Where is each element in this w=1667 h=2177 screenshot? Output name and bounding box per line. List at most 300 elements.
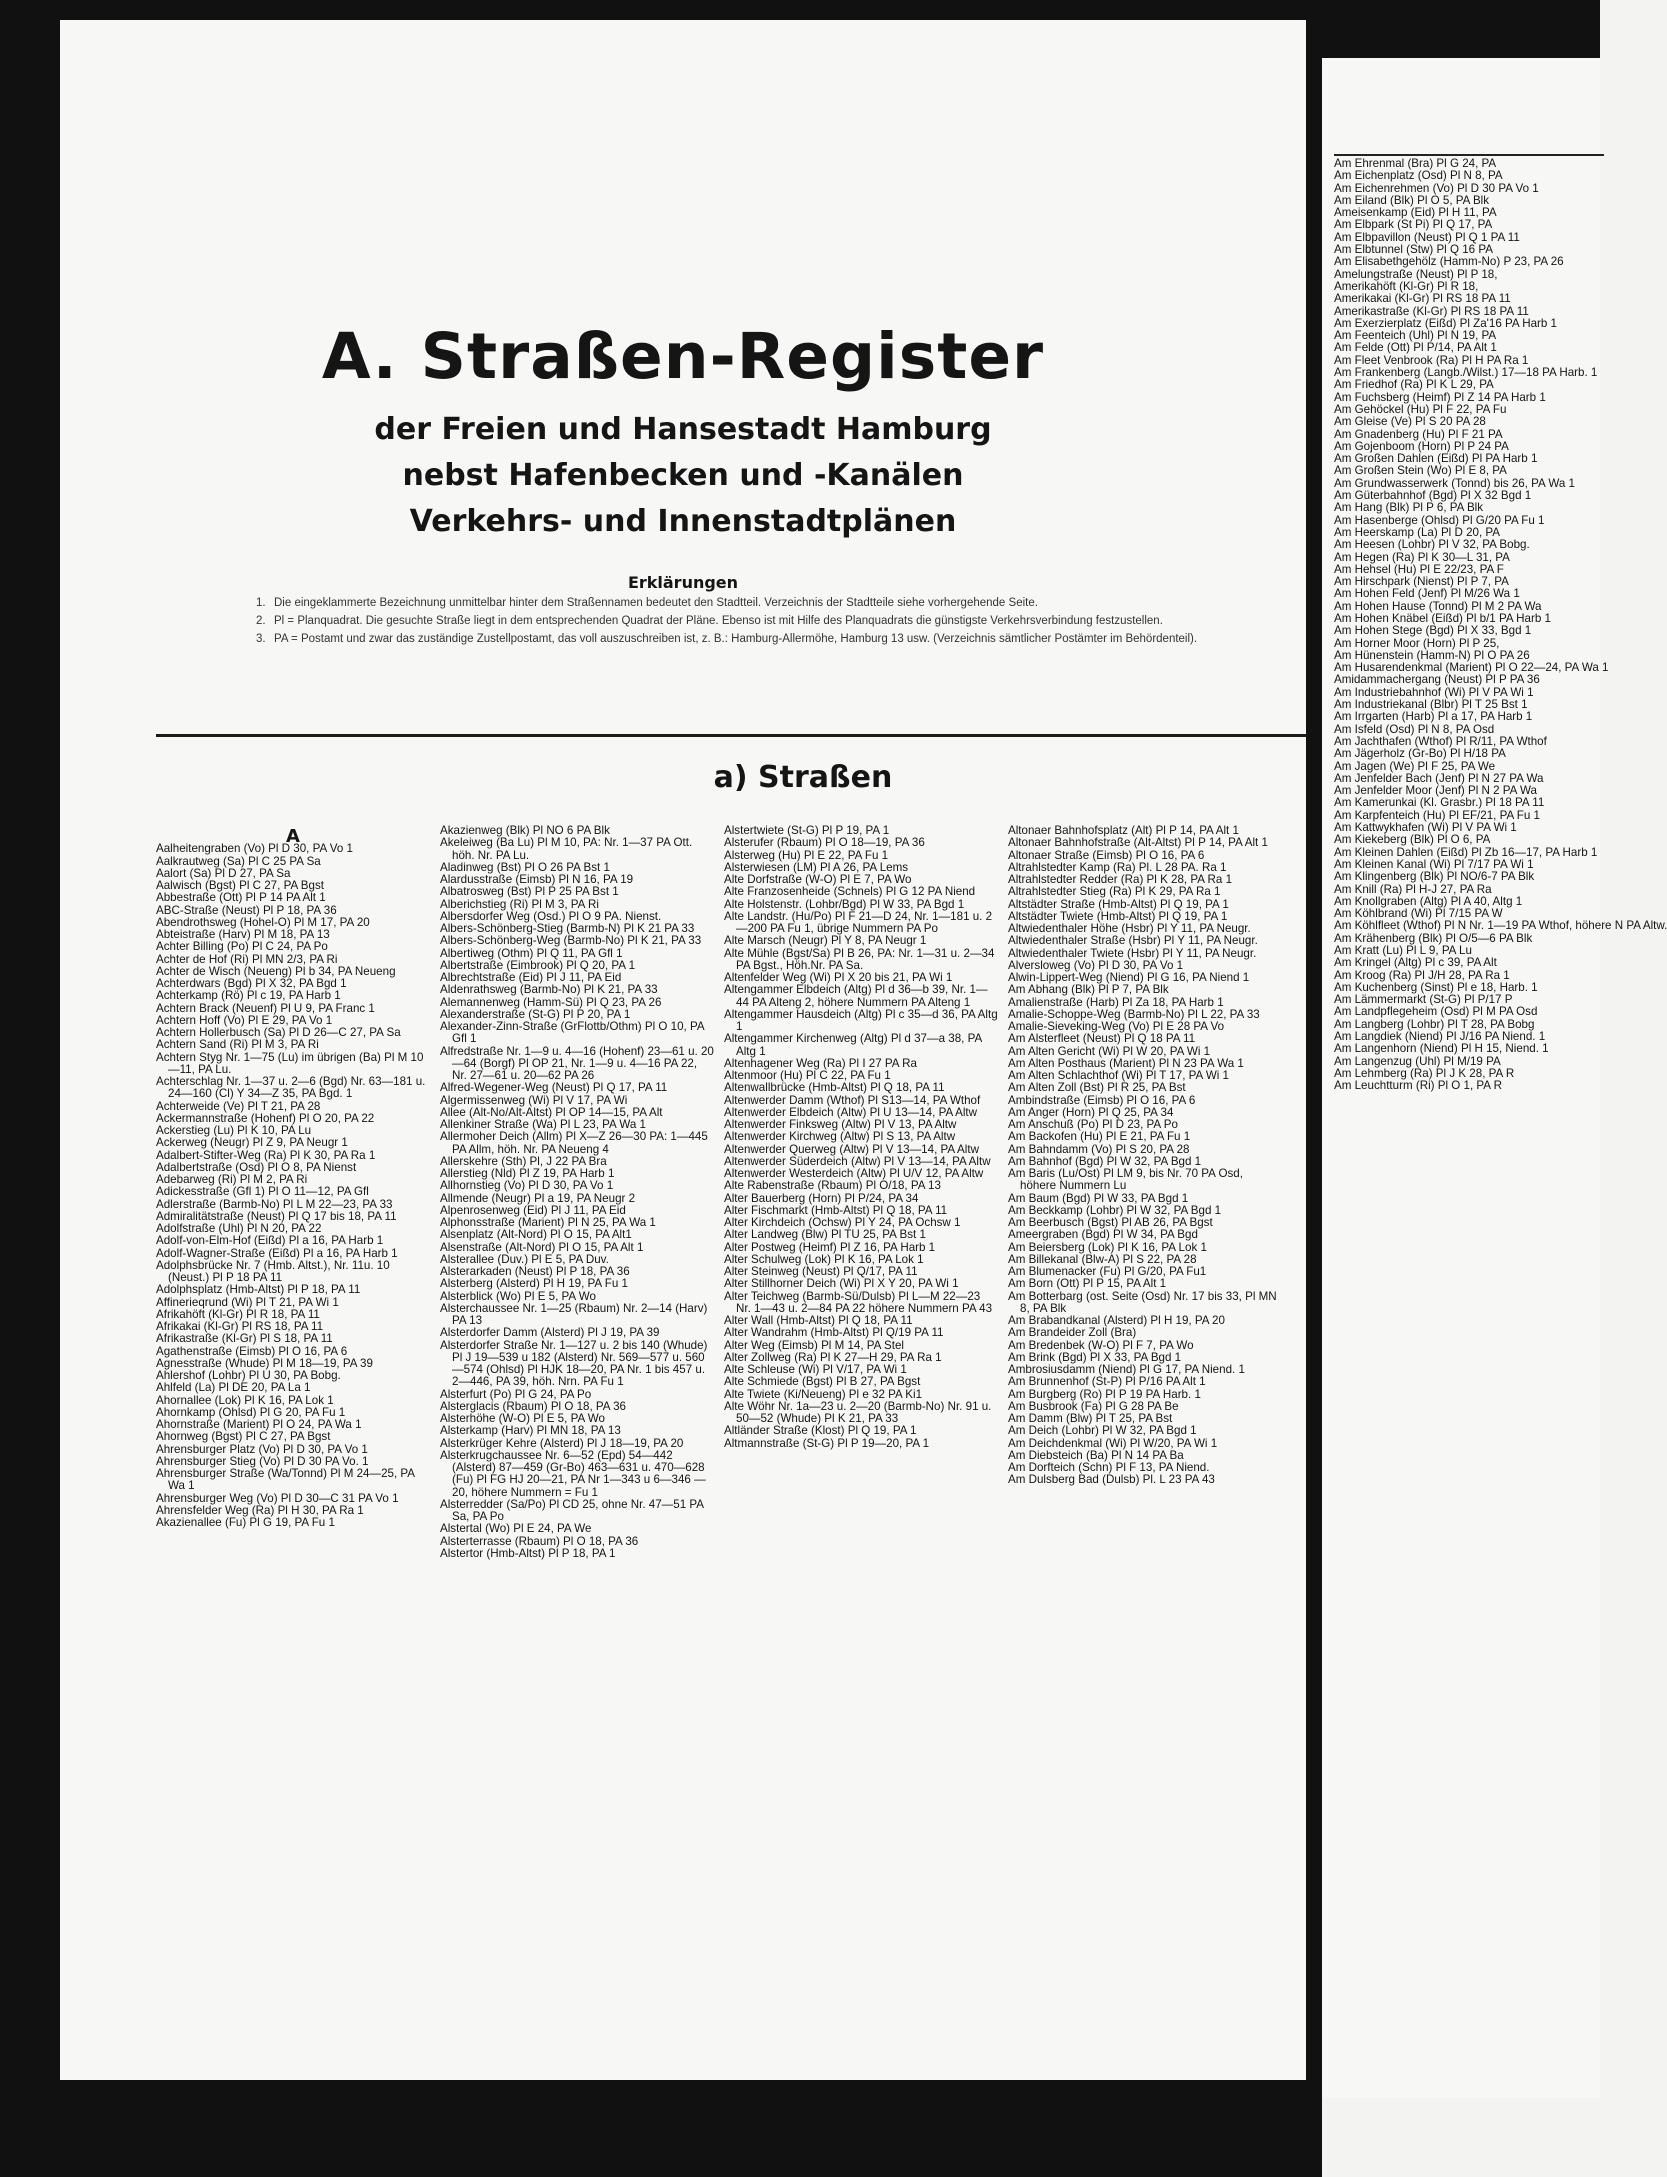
street-entry: Ahornallee (Lok) Pl K 16, PA Lok 1: [156, 1393, 334, 1407]
subtitle-line-3: Verkehrs- und Innenstadtplänen: [409, 504, 957, 539]
street-entry: Am Knill (Ra) Pl H-J 27, PA Ra: [1334, 882, 1492, 896]
street-entry: Am Köhlfleet (Wthof) Pl N Nr. 1—19 PA Wthof, höhere N PA Altw.: [1334, 919, 1667, 933]
street-entry: Achtern Hoff (Vo) Pl E 29, PA Vo 1: [156, 1013, 333, 1027]
street-entry: Am Jenfelder Moor (Jenf) Pl N 2 PA Wa: [1334, 784, 1537, 798]
street-entry: Am Krähenberg (Blk) Pl O/5—6 PA Blk: [1334, 931, 1533, 945]
street-entry: Am Bahndamm (Vo) Pl S 20, PA 28: [1008, 1142, 1190, 1156]
street-entry: Amerikahöft (Kl-Gr) Pl R 18,: [1334, 279, 1479, 293]
street-entry: Alversloweg (Vo) Pl D 30, PA Vo 1: [1008, 958, 1184, 972]
street-entry: Am Elbtunnel (Stw) Pl Q 16 PA: [1334, 243, 1493, 257]
street-entry: Alte Rabenstraße (Rbaum) Pl O/18, PA 13: [724, 1179, 941, 1193]
street-entry: Am Kringel (Altg) Pl c 39, PA Alt: [1334, 956, 1497, 970]
street-entry: Albers-Schönberg-Weg (Barmb-No) Pl K 21, PA 33: [440, 934, 702, 948]
street-entry: Am Damm (Blw) Pl T 25, PA Bst: [1008, 1412, 1173, 1425]
street-entry: Achter de Wisch (Neueng) Pl b 34, PA Neueng: [156, 964, 396, 978]
street-entry: Ambrosiusdamm (Niend) Pl G 17, PA Niend. 1: [1008, 1363, 1245, 1376]
street-entry: Alwin-Lippert-Weg (Niend) Pl G 16, PA Niend 1: [1008, 971, 1250, 984]
street-entry: Am Eichenplatz (Osd) Pl N 8, PA: [1334, 169, 1503, 183]
street-entry: Am Kamerunkai (Kl. Grasbr.) Pl 18 PA 11: [1334, 796, 1545, 810]
page-title: A. Straßen-Register: [321, 320, 1045, 393]
street-entry: Agathenstraße (Eimsb) Pl O 16, PA 6: [156, 1344, 348, 1358]
street-entry: Ameergraben (Bgd) Pl W 34, PA Bgd: [1008, 1228, 1198, 1242]
explanation-number: 3.: [256, 633, 266, 645]
street-entry: Am Elisabethgehölz (Hamm-No) P 23, PA 26: [1334, 255, 1564, 269]
street-entry: Am Elbpark (St Pi) Pl Q 17, PA: [1334, 218, 1493, 232]
street-entry: Alfredstraße Nr. 1—9 u. 4—16 (Hohenf) 23—61 u. 20—64 (Borgf) Pl OP 21, Nr. 1—9 u. 4—16 PA 22, Nr. 27—61 u. 20—62 PA 26: [440, 1044, 714, 1082]
street-entry: Am Heerskamp (La) Pl D 20, PA: [1334, 525, 1501, 539]
street-entry: Ahrensburger Stieg (Vo) Pl D 30 PA Vo. 1: [156, 1454, 369, 1468]
street-entry: Am Beckkamp (Lohbr) Pl W 32, PA Bgd 1: [1008, 1203, 1222, 1217]
street-entry: Am Alten Schlachthof (Wi) Pl T 17, PA Wi 1: [1008, 1069, 1230, 1082]
street-entry: Ahlershof (Lohbr) Pl U 30, PA Bobg.: [156, 1369, 341, 1382]
scan-border-bottom: [0, 2080, 1322, 2177]
street-entry: Adolf-Wagner-Straße (Eißd) Pl a 16, PA Harb 1: [156, 1246, 398, 1260]
street-entry: Allermoher Deich (Allm) Pl X—Z 26—30 PA: 1—445 PA Allm, höh. Nr. PA Neueng 4: [440, 1130, 708, 1156]
street-entry: Am Brandeider Zoll (Bra): [1008, 1326, 1137, 1340]
street-entry: Altländer Straße (Klost) Pl Q 19, PA 1: [724, 1424, 917, 1438]
street-entry: Albers-Schönberg-Stieg (Barmb-N) Pl K 21 PA 33: [440, 922, 695, 935]
street-entry: Am Köhlbrand (Wi) Pl 7/15 PA W: [1334, 907, 1503, 921]
street-entry: Adolf-von-Elm-Hof (Eißd) Pl a 16, PA Harb 1: [156, 1234, 384, 1248]
street-entry: Am Langdiek (Niend) Pl J/16 PA Niend. 1: [1334, 1030, 1546, 1044]
street-entry: Abendrothsweg (Hohel-O) Pl M 17, PA 20: [156, 915, 370, 929]
street-column-1: [156, 825, 430, 2045]
street-entry: Alte Twiete (Ki/Neueng) Pl e 32 PA Ki1: [724, 1387, 923, 1401]
street-entry: Alsterwiesen (LM) Pl A 26, PA Lems: [724, 860, 909, 874]
street-entry: Albatrosweg (Bst) Pl P 25 PA Bst 1: [440, 885, 619, 899]
street-entry: Alte Landstr. (Hu/Po) Pl F 21—D 24, Nr. 1—181 u. 2—200 PA Fu 1, übrige Nummern PA Po: [724, 909, 993, 935]
street-entry: Aladinweg (Bst) Pl O 26 PA Bst 1: [440, 860, 610, 874]
street-entry: Achtern Hollerbusch (Sa) Pl D 26—C 27, PA Sa: [156, 1026, 401, 1039]
scan-border-top-right: [1322, 0, 1600, 58]
street-entry: Allee (Alt-No/Alt-Altst) Pl OP 14—15, PA Alt: [440, 1105, 663, 1119]
street-entry: Am Hohen Stege (Bgd) Pl X 33, Bgd 1: [1334, 624, 1532, 638]
street-entry: Ahornkamp (Ohlsd) Pl G 20, PA Fu 1: [156, 1405, 346, 1419]
street-entry: Am Baum (Bgd) Pl W 33, PA Bgd 1: [1008, 1191, 1189, 1205]
street-entry: Altenwerder Kirchweg (Altw) Pl S 13, PA Altw: [724, 1130, 956, 1144]
street-entry: Ackerstieg (Lu) Pl K 10, PA Lu: [156, 1124, 312, 1137]
street-entry: Alsterdorfer Damm (Alsterd) Pl J 19, PA 39: [440, 1326, 660, 1340]
street-entry: Alsterfurt (Po) Pl G 24, PA Po: [440, 1387, 592, 1401]
street-entry: Alter Fischmarkt (Hmb-Altst) Pl Q 18, PA 11: [724, 1203, 948, 1217]
street-entry: Am Grundwasserwerk (Tonnd) bis 26, PA Wa 1: [1334, 476, 1575, 490]
street-entry: Altonaer Straße (Eimsb) Pl O 16, PA 6: [1008, 848, 1205, 862]
street-entry: Alter Postweg (Heimf) Pl Z 16, PA Harb 1: [724, 1240, 936, 1254]
street-entry: Altenwerder Westerdeich (Altw) Pl U/V 12, PA Altw: [724, 1167, 984, 1180]
street-entry: Amelungstraße (Neust) Pl P 18,: [1334, 267, 1498, 281]
street-entry: Afrikastraße (Kl-Gr) Pl S 18, PA 11: [156, 1332, 333, 1346]
street-entry: Am Gnadenberg (Hu) Pl F 21 PA: [1334, 427, 1503, 441]
street-entry: Alter Landweg (Blw) Pl TU 25, PA Bst 1: [724, 1228, 926, 1242]
street-entry: Am Anger (Horn) Pl Q 25, PA 34: [1008, 1105, 1174, 1119]
street-entry: Amalie-Schoppe-Weg (Barmb-No) Pl L 22, PA 33: [1008, 1007, 1260, 1021]
street-entry: Albrechtstraße (Eid) Pl J 11, PA Eid: [440, 971, 622, 984]
explanation-number: 1.: [256, 597, 266, 609]
street-entry: Alemannenweg (Hamm-Sü) Pl Q 23, PA 26: [440, 995, 662, 1009]
street-entry: Am Hehsel (Hu) Pl E 22/23, PA F: [1334, 562, 1504, 576]
street-entry: Alsterkrüger Kehre (Alsterd) Pl J 18—19, PA 20: [440, 1436, 684, 1450]
street-entry: Alphonsstraße (Marient) Pl N 25, PA Wa 1: [440, 1216, 656, 1229]
street-entry: Am Deichdenkmal (Wi) Pl W/20, PA Wi 1: [1008, 1436, 1218, 1450]
street-entry: Ahrensburger Straße (Wa/Tonnd) Pl M 24—25, PA Wa 1: [156, 1467, 415, 1493]
street-entry: Ahlfeld (La) Pl DE 20, PA La 1: [156, 1381, 311, 1395]
street-entry: Am Alten Zoll (Bst) Pl R 25, PA Bst: [1008, 1081, 1186, 1095]
street-entry: Altengammer Kirchenweg (Altg) Pl d 37—a 38, PA Altg 1: [724, 1032, 982, 1058]
street-entry: Ahornstraße (Marient) Pl O 24, PA Wa 1: [156, 1418, 362, 1431]
street-entry: Am Brunnenhof (St-P) Pl P/16 PA Alt 1: [1008, 1375, 1206, 1389]
street-entry: Allhornstieg (Vo) Pl D 30, PA Vo 1: [440, 1179, 614, 1193]
street-entry: Am Großen Dahlen (Eißd) Pl PA Harb 1: [1334, 452, 1538, 466]
street-entry: Am Hang (Blk) Pl P 6, PA Blk: [1334, 501, 1484, 515]
street-entry: Alsterberg (Alsterd) Pl H 19, PA Fu 1: [440, 1277, 628, 1291]
street-entry: Altenhagener Weg (Ra) Pl I 27 PA Ra: [724, 1056, 917, 1070]
street-entry: Altrahlstedter Kamp (Ra) Pl. L 28 PA. Ra 1: [1008, 860, 1227, 874]
next-page-column: [1334, 157, 1667, 2058]
street-entry: Achterschlag Nr. 1—37 u. 2—6 (Bgd) Nr. 63—181 u. 24—160 (Cl) Y 34—Z 35, PA Bgd. 1: [156, 1075, 426, 1101]
register-page: [60, 20, 1306, 2080]
street-entry: Alte Holstenstr. (Lohbr/Bgd) Pl W 33, PA Bgd 1: [724, 897, 965, 911]
street-entry: Am Alsterfleet (Neust) Pl Q 18 PA 11: [1008, 1032, 1196, 1046]
street-entry: Altonaer Bahnhofsplatz (Alt) Pl P 14, PA Alt 1: [1008, 824, 1239, 837]
street-entry: Am Alten Gericht (Wi) Pl W 20, PA Wi 1: [1008, 1044, 1211, 1058]
street-entry: Adalbert-Stifter-Weg (Ra) Pl K 30, PA Ra 1: [156, 1148, 376, 1162]
street-entry: Achterkamp (Rö) Pl c 19, PA Harb 1: [156, 989, 341, 1003]
street-entry: Alsenplatz (Alt-Nord) Pl O 15, PA Alt1: [440, 1228, 632, 1242]
title-block: [60, 320, 1306, 545]
street-entry: Am Güterbahnhof (Bgd) Pl X 32 Bgd 1: [1334, 489, 1532, 503]
street-entry: Altenwerder Elbdeich (Altw) Pl U 13—14, PA Altw: [724, 1105, 978, 1119]
street-entry: Am Burgberg (Ro) Pl P 19 PA Harb. 1: [1008, 1387, 1201, 1401]
street-column-4: [1008, 825, 1282, 2045]
street-entry: Amidammachergang (Neust) Pl P PA 36: [1334, 673, 1540, 687]
street-entry: Albertstraße (Eimbrook) Pl Q 20, PA 1: [440, 958, 636, 972]
street-entry: Am Dulsberg Bad (Dulsb) Pl. L 23 PA 43: [1008, 1473, 1215, 1487]
street-entry: Alsterhöhe (W-O) Pl E 5, PA Wo: [440, 1412, 605, 1425]
street-entry: Altmannstraße (St-G) Pl P 19—20, PA 1: [724, 1436, 930, 1450]
street-entry: Altenwallbrücke (Hmb-Altst) Pl Q 18, PA 11: [724, 1081, 945, 1095]
street-entry: Am Klingenberg (Blk) Pl NO/6-7 PA Blk: [1334, 870, 1535, 884]
street-entry: Alstertwiete (St-G) Pl P 19, PA 1: [724, 824, 890, 837]
explanation-text: PA = Postamt und zwar das zuständige Zustellpostamt, das voll auszuschreiben ist, z. B.: Hamburg-Allermöhe, Hamburg 13 usw. (Verzeichnis sämtlicher Postämter im Behördenteil).: [274, 633, 1198, 645]
street-entry: Altenwerder Damm (Wthof) Pl S13—14, PA Wthof: [724, 1093, 981, 1107]
street-entry: Amalienstraße (Harb) Pl Za 18, PA Harb 1: [1008, 995, 1224, 1009]
street-entry: Altrahlstedter Stieg (Ra) Pl K 29, PA Ra 1: [1008, 885, 1221, 899]
street-entry: Alexander-Zinn-Straße (GrFlottb/Othm) Pl O 10, PA Gfl 1: [440, 1020, 704, 1046]
street-entry: Am Langenhorn (Niend) Pl H 15, Niend. 1: [1334, 1042, 1549, 1056]
street-entry: Abteistraße (Harv) Pl M 18, PA 13: [156, 928, 330, 941]
street-entry: Achtern Styg Nr. 1—75 (Lu) im übrigen (Ba) Pl M 10—11, PA Lu.: [156, 1050, 424, 1076]
street-entry: Adolphsplatz (Hmb-Altst) Pl P 18, PA 11: [156, 1283, 361, 1297]
street-entry: Alsterglacis (Rbaum) Pl O 18, PA 36: [440, 1399, 627, 1413]
street-entry: Alte Schleuse (Wi) Pl V/17, PA Wi 1: [724, 1363, 907, 1376]
street-entry: Achterdwars (Bgd) Pl X 32, PA Bgd 1: [156, 977, 347, 990]
street-entry: Alstertal (Wo) Pl E 24, PA We: [440, 1522, 592, 1536]
street-entry: Alter Stillhorner Deich (Wi) Pl X Y 20, PA Wi 1: [724, 1277, 959, 1291]
street-entry: Ahrensfelder Weg (Ra) Pl H 30, PA Ra 1: [156, 1503, 364, 1517]
street-entry: Am Alten Posthaus (Marient) Pl N 23 PA Wa 1: [1008, 1056, 1244, 1070]
street-entry: Am Leuchtturm (Ri) Pl O 1, PA R: [1334, 1079, 1502, 1093]
street-entry: Alte Schmiede (Bgst) Pl B 27, PA Bgst: [724, 1375, 921, 1389]
street-entry: Am Ehrenmal (Bra) Pl G 24, PA: [1334, 157, 1497, 170]
street-entry: Altengammer Hausdeich (Altg) Pl c 35—d 36, PA Altg 1: [724, 1007, 998, 1033]
explanation-number: 2.: [256, 615, 266, 627]
street-entry: Agnesstraße (Whude) Pl M 18—19, PA 39: [156, 1356, 373, 1370]
street-entry: Alsterkrugchaussee Nr. 6—52 (Epd) 54—442 (Alsterd) 87—459 (Gr-Bo) 463—631 u. 470—628 (Fu) Pl FG HJ 20—21, PA Nr 1—343 u 6—346 —20, höhere Nummern = Fu 1: [440, 1448, 706, 1499]
street-entry: Am Eichenrehmen (Vo) Pl D 30 PA Vo 1: [1334, 181, 1539, 195]
street-entry: Am Bredenbek (W-O) Pl F 7, PA Wo: [1008, 1338, 1194, 1352]
street-entry: Am Feenteich (Uhl) Pl N 19, PA: [1334, 329, 1497, 343]
street-entry: Am Langenzug (Uhl) Pl M/19 PA: [1334, 1054, 1501, 1068]
street-entry: Am Industriekanal (Blbr) Pl T 25 Bst 1: [1334, 698, 1528, 712]
street-entry: Am Hohen Hause (Tonnd) Pl M 2 PA Wa: [1334, 599, 1542, 613]
street-entry: Abbestraße (Ott) Pl P 14 PA Alt 1: [156, 891, 326, 905]
street-entry: Allerstieg (Nld) Pl Z 19, PA Harb 1: [440, 1167, 615, 1180]
street-entry: Altwiedenthaler Höhe (Hsbr) Pl Y 11, PA Neugr.: [1008, 922, 1251, 935]
street-entry: Am Bahnhof (Bgd) Pl W 32, PA Bgd 1: [1008, 1154, 1202, 1168]
street-entry: Am Frankenberg (Langb./Wilst.) 17—18 PA Harb. 1: [1334, 366, 1598, 380]
street-entry: Am Horner Moor (Horn) Pl P 25,: [1334, 636, 1500, 650]
street-entry: Aalort (Sa) Pl D 27, PA Sa: [156, 866, 291, 880]
subtitle-line-1: der Freien und Hansestadt Hamburg: [374, 412, 992, 447]
street-entry: Am Deich (Lohbr) Pl W 32, PA Bgd 1: [1008, 1424, 1197, 1438]
street-entry: Am Langberg (Lohbr) Pl T 28, PA Bobg: [1334, 1017, 1535, 1031]
street-entry: Altenmoor (Hu) Pl C 22, PA Fu 1: [724, 1069, 891, 1082]
street-entry: Adickesstraße (Gfl 1) Pl O 11—12, PA Gfl: [156, 1185, 369, 1199]
street-entry: Ameisenkamp (Eid) Pl H 11, PA: [1334, 206, 1497, 220]
section-heading: a) Straßen: [713, 760, 893, 795]
street-entry: Adalbertstraße (Osd) Pl O 8, PA Nienst: [156, 1160, 357, 1174]
street-entry: Am Exerzierplatz (Eißd) Pl Za'16 PA Harb 1: [1334, 316, 1557, 330]
explanations-list: [256, 596, 1246, 650]
street-entry: Afrikahöft (Kl-Gr) Pl R 18, PA 11: [156, 1307, 320, 1321]
next-page-rule: [1334, 154, 1604, 156]
street-entry: Alsterchaussee Nr. 1—25 (Rbaum) Nr. 2—14 (Harv) PA 13: [440, 1301, 708, 1327]
street-entry: Am Gojenboom (Horn) Pl P 24 PA: [1334, 439, 1509, 453]
street-entry: Adolphsbrücke Nr. 7 (Hmb. Altst.), Nr. 11u. 10 (Neust.) Pl P 18 PA 11: [156, 1258, 390, 1284]
next-page-edge: [1322, 58, 1667, 2098]
street-entry: Achterweide (Ve) Pl T 21, PA 28: [156, 1099, 321, 1113]
street-entry: Afrikakai (Kl-Gr) Pl RS 18, PA 11: [156, 1320, 324, 1333]
street-entry: Am Abhang (Blk) Pl P 7, PA Blk: [1008, 983, 1169, 997]
street-entry: Alter Bauerberg (Horn) Pl P/24, PA 34: [724, 1191, 919, 1205]
street-entry: Admiralitätstraße (Neust) Pl Q 17 bis 18, PA 11: [156, 1209, 397, 1223]
street-entry: Aalwisch (Bgst) Pl C 27, PA Bgst: [156, 879, 324, 892]
explanation-text: Pl = Planquadrat. Die gesuchte Straße liegt in dem entsprechenden Quadrat der Pläne. Ebenso ist mit Hilfe des Planquadrats die günstigste Verkehrsverbindung festzustellen.: [274, 615, 1163, 627]
street-entry: Alstertor (Hmb-Altst) Pl P 18, PA 1: [440, 1546, 616, 1560]
street-entry: Am Hohen Knäbel (Eißd) Pl b/1 PA Harb 1: [1334, 611, 1551, 625]
street-entry: Alsterarkaden (Neust) Pl P 18, PA 36: [440, 1265, 630, 1278]
street-entry: Am Billekanal (Blw-A) Pl S 22, PA 28: [1008, 1252, 1197, 1266]
street-entry: Am Kleinen Dahlen (Eißd) Pl Zb 16—17, PA Harb 1: [1334, 845, 1598, 859]
street-entry: Alter Kirchdeich (Ochsw) Pl Y 24, PA Ochsw 1: [724, 1216, 961, 1229]
street-entry: Altrahlstedter Redder (Ra) Pl K 28, PA Ra 1: [1008, 873, 1233, 886]
street-entry: Am Dorfteich (Schn) Pl F 13, PA Niend.: [1008, 1461, 1210, 1474]
street-entry: Am Großen Stein (Wo) Pl E 8, PA: [1334, 464, 1507, 478]
street-entry: ABC-Straße (Neust) Pl P 18, PA 36: [156, 903, 337, 917]
street-entry: Amerikakai (Kl-Gr) Pl RS 18 PA 11: [1334, 292, 1511, 306]
street-entry: Am Hohen Feld (Jenf) Pl M/26 Wa 1: [1334, 587, 1520, 601]
street-entry: Am Elbpavillon (Neust) Pl Q 1 PA 11: [1334, 230, 1520, 244]
street-entry: Amerikastraße (Kl-Gr) Pl RS 18 PA 11: [1334, 304, 1529, 318]
street-entry: Am Husarendenkmal (Marient) Pl O 22—24, PA Wa 1: [1334, 661, 1609, 675]
street-entry: Am Diebsteich (Ba) Pl N 14 PA Ba: [1008, 1448, 1184, 1462]
street-entry: Adlerstraße (Barmb-No) Pl L M 22—23, PA 33: [156, 1197, 393, 1211]
street-entry: Alter Wandrahm (Hmb-Altst) Pl Q/19 PA 11: [724, 1326, 944, 1340]
street-entry: Am Irrgarten (Harb) Pl a 17, PA Harb 1: [1334, 710, 1533, 724]
street-entry: Alfred-Wegener-Weg (Neust) Pl Q 17, PA 11: [440, 1081, 668, 1095]
street-entry: Alter Schulweg (Lok) Pl K 16, PA Lok 1: [724, 1252, 924, 1266]
street-entry: Allerskehre (Sth) Pl, J 22 PA Bra: [440, 1154, 607, 1168]
street-entry: Achtern Sand (Ri) Pl M 3, PA Ri: [156, 1038, 319, 1052]
street-entry: Am Kiekeberg (Blk) Pl O 6, PA: [1334, 833, 1491, 847]
street-column-3: [724, 825, 998, 2045]
street-entry: Alberichstieg (Ri) Pl M 3, PA Ri: [440, 897, 599, 911]
street-entry: Ahrensburger Weg (Vo) Pl D 30—C 31 PA Vo 1: [156, 1491, 399, 1505]
street-entry: Am Karpfenteich (Hu) Pl EF/21, PA Fu 1: [1334, 808, 1540, 822]
street-entry: Am Hünenstein (Hamm-N) Pl O PA 26: [1334, 648, 1530, 662]
street-entry: Altonaer Bahnhofstraße (Alt-Altst) Pl P 14, PA Alt 1: [1008, 836, 1268, 850]
street-entry: Alte Franzosenheide (Schnels) Pl G 12 PA Niend: [724, 885, 976, 899]
subtitle-line-2: nebst Hafenbecken und -Kanälen: [402, 458, 964, 493]
street-entry: Am Fleet Venbrook (Ra) Pl H PA Ra 1: [1334, 353, 1529, 367]
street-entry: Am Fuchsberg (Heimf) Pl Z 14 PA Harb 1: [1334, 390, 1546, 404]
street-entry: Am Friedhof (Ra) Pl K L 29, PA: [1334, 378, 1494, 392]
street-entry: Am Beiersberg (Lok) Pl K 16, PA Lok 1: [1008, 1240, 1207, 1254]
street-entry: Ambindstraße (Eimsb) Pl O 16, PA 6: [1008, 1093, 1196, 1107]
street-entry: Am Kleinen Kanal (Wi) Pl 7/17 PA Wi 1: [1334, 857, 1534, 871]
section-divider: [156, 734, 1306, 737]
street-entry: Am Hegen (Ra) Pl K 30—L 31, PA: [1334, 550, 1510, 564]
street-entry: Am Kratt (Lu) Pl L 9, PA Lu: [1334, 944, 1472, 957]
street-entry: Am Heesen (Lohbr) Pl V 32, PA Bobg.: [1334, 538, 1530, 552]
street-entry: Ahrensburger Platz (Vo) Pl D 30, PA Vo 1: [156, 1442, 368, 1456]
street-entry: Allmende (Neugr) Pl a 19, PA Neugr 2: [440, 1191, 636, 1205]
street-entry: Altenwerder Finksweg (Altw) Pl V 13, PA Altw: [724, 1118, 957, 1131]
explanation-item: [256, 632, 1246, 647]
street-entry: Am Gehöckel (Hu) Pl F 22, PA Fu: [1334, 402, 1507, 416]
street-entry: Albertiweg (Othm) Pl Q 11, PA Gfl 1: [440, 946, 623, 960]
street-entry: Altwiedenthaler Straße (Hsbr) Pl Y 11, PA Neugr.: [1008, 934, 1258, 948]
street-entry: Alte Wöhr Nr. 1a—23 u. 2—20 (Barmb-No) Nr. 91 u. 50—52 (Whude) Pl K 21, PA 33: [724, 1399, 992, 1425]
street-entry: Am Lehmberg (Ra) Pl J K 28, PA R: [1334, 1066, 1515, 1080]
street-entry: Alsterweg (Hu) Pl E 22, PA Fu 1: [724, 848, 889, 862]
street-entry: Ahornweg (Bgst) Pl C 27, PA Bgst: [156, 1430, 331, 1444]
register-letter: A: [286, 826, 300, 847]
street-entry: Alte Marsch (Neugr) Pl Y 8, PA Neugr 1: [724, 934, 927, 948]
street-entry: Achter Billing (Po) Pl C 24, PA Po: [156, 940, 328, 954]
street-entry: Altengammer Elbdeich (Altg) Pl d 36—b 39, Nr. 1—44 PA Alteng 2, höhere Nummern PA Alteng 1: [724, 983, 988, 1009]
street-entry: Alte Mühle (Bgst/Sa) Pl B 26, PA: Nr. 1—31 u. 2—34 PA Bgst., Höh.Nr. PA Sa.: [724, 946, 995, 972]
street-entry: Alsterufer (Rbaum) Pl O 18—19, PA 36: [724, 836, 925, 850]
street-entry: Alsterdorfer Straße Nr. 1—127 u. 2 bis 140 (Whude) Pl J 19—539 u 182 (Alsterd) Nr. 569—577 u. 560—574 (Ohlsd) Pl HJK 18—20, PA Nr. 1 bis 457 u. 2—446, PA 39, höh. Nrn. PA Fu 1: [440, 1338, 708, 1389]
street-entry: Ackerweg (Neugr) Pl Z 9, PA Neugr 1: [156, 1136, 348, 1150]
street-entry: Am Born (Ott) Pl P 15, PA Alt 1: [1008, 1277, 1167, 1291]
street-entry: Alpenrosenweg (Eid) Pl J 11, PA Eid: [440, 1203, 626, 1217]
street-entry: Am Kuchenberg (Sinst) Pl e 18, Harb. 1: [1334, 980, 1538, 994]
street-entry: Am Busbrook (Fa) Pl G 28 PA Be: [1008, 1399, 1179, 1413]
street-entry: Adolfstraße (Uhl) Pl N 20, PA 22: [156, 1222, 322, 1235]
street-column-2: [440, 825, 714, 2045]
street-entry: Altwiedenthaler Twiete (Hsbr) Pl Y 11, PA Neugr.: [1008, 946, 1257, 960]
street-entry: Am Gleise (Ve) Pl S 20 PA 28: [1334, 415, 1486, 429]
street-entry: Akeleiweg (Ba Lu) Pl M 10, PA: Nr. 1—37 PA Ott. höh. Nr. PA Lu.: [440, 836, 693, 862]
street-entry: Aldenrathsweg (Barmb-No) Pl K 21, PA 33: [440, 983, 658, 997]
street-entry: Am Felde (Ott) Pl P/14, PA Alt 1: [1334, 341, 1497, 355]
street-entry: Am Landpflegeheim (Osd) Pl M PA Osd: [1334, 1005, 1538, 1019]
street-entry: Adebarweg (Ri) Pl M 2, PA Ri: [156, 1173, 308, 1186]
street-entry: Ackermannstraße (Hohenf) Pl O 20, PA 22: [156, 1111, 375, 1125]
street-entry: Am Backofen (Hu) Pl E 21, PA Fu 1: [1008, 1130, 1191, 1144]
street-entry: Am Jägerholz (Gr-Bo) Pl H/18 PA: [1334, 747, 1506, 761]
street-entry: Am Anschuß (Po) Pl D 23, PA Po: [1008, 1118, 1178, 1131]
street-entry: Am Jagen (We) Pl F 25, PA We: [1334, 759, 1496, 773]
street-entry: Alexanderstraße (St-G) Pl P 20, PA 1: [440, 1007, 631, 1021]
street-entry: Alte Dorfstraße (W-O) Pl E 7, PA Wo: [724, 873, 912, 886]
street-entry: Am Beerbusch (Bgst) Pl AB 26, PA Bgst: [1008, 1216, 1213, 1229]
street-entry: Alter Wall (Hmb-Altst) Pl Q 18, PA 11: [724, 1314, 913, 1327]
street-entry: Altenwerder Querweg (Altw) Pl V 13—14, PA Altw: [724, 1142, 979, 1156]
street-entry: Achtern Brack (Neuenf) Pl U 9, PA Franc 1: [156, 1001, 375, 1015]
street-entry: Albersdorfer Weg (Osd.) Pl O 9 PA. Nienst.: [440, 909, 662, 923]
street-entry: Am Isfeld (Osd) Pl N 8, PA Osd: [1334, 722, 1495, 736]
street-entry: Affinerieqrund (Wi) Pl T 21, PA Wi 1: [156, 1295, 339, 1309]
street-entry: Amalie-Sieveking-Weg (Vo) Pl E 28 PA Vo: [1008, 1020, 1225, 1033]
explanations-heading: Erklärungen: [627, 573, 739, 592]
explanation-item: [256, 614, 1246, 629]
street-entry: Algermissenweg (Wi) Pl V 17, PA Wi: [440, 1093, 628, 1107]
street-entry: Am Industriebahnhof (Wi) Pl V PA Wi 1: [1334, 685, 1534, 699]
street-entry: Am Jachthafen (Wthof) Pl R/11, PA Wthof: [1334, 734, 1547, 748]
street-entry: Am Knollgraben (Altg) Pl A 40, Altg 1: [1334, 894, 1523, 908]
page-gutter: [1306, 0, 1322, 2177]
street-entry: Am Brabandkanal (Alsterd) Pl H 19, PA 20: [1008, 1314, 1225, 1327]
street-entry: Akazienallee (Fu) Pl G 19, PA Fu 1: [156, 1516, 335, 1529]
street-entry: Alsterterrasse (Rbaum) Pl O 18, PA 36: [440, 1534, 639, 1548]
street-entry: Am Baris (Lu/Ost) Pl LM 9, bis Nr. 70 PA Osd, höhere Nummern Lu: [1008, 1167, 1243, 1193]
street-entry: Alsterblick (Wo) Pl E 5, PA Wo: [440, 1289, 596, 1303]
street-entry: Am Kroog (Ra) Pl J/H 28, PA Ra 1: [1334, 968, 1510, 982]
explanation-text: Die eingeklammerte Bezeichnung unmittelbar hinter dem Straßennamen bedeutet den Stadtteil. Verzeichnis der Stadtteile siehe vorhergehende Seite.: [274, 597, 1038, 609]
street-entry: Achter de Hof (Ri) Pl MN 2/3, PA Ri: [156, 952, 338, 966]
street-entry: Altenwerder Süderdeich (Altw) Pl V 13—14, PA Altw: [724, 1154, 991, 1168]
street-entry: Altstädter Twiete (Hmb-Altst) Pl Q 19, PA 1: [1008, 909, 1228, 923]
street-entry: Alter Steinweg (Neust) Pl Q/17, PA 11: [724, 1265, 918, 1278]
street-entry: Am Lämmermarkt (St-G) Pl P/17 P: [1334, 993, 1513, 1007]
street-entry: Am Botterbarg (ost. Seite (Osd) Nr. 17 bis 33, Pl MN 8, PA Blk: [1008, 1289, 1277, 1315]
street-entry: Am Eiland (Blk) Pl O 5, PA Blk: [1334, 193, 1490, 207]
street-entry: Aalheitengraben (Vo) Pl D 30, PA Vo 1: [156, 842, 354, 856]
street-entry: Altstädter Straße (Hmb-Altst) Pl Q 19, PA 1: [1008, 897, 1229, 911]
street-entry: Altenfelder Weg (Wi) Pl X 20 bis 21, PA Wi 1: [724, 971, 953, 984]
street-entry: Am Kattwykhafen (Wi) Pl V PA Wi 1: [1334, 821, 1517, 835]
street-entry: Alsterallee (Duv.) Pl E 5, PA Duv.: [440, 1252, 609, 1266]
street-entry: Alter Zollweg (Ra) Pl K 27—H 29, PA Ra 1: [724, 1350, 942, 1364]
street-entry: Am Blumenacker (Fu) Pl G/20, PA Fu1: [1008, 1265, 1207, 1278]
street-entry: Am Hasenberge (Ohlsd) Pl G/20 PA Fu 1: [1334, 513, 1545, 527]
street-entry: Alter Teichweg (Barmb-Sü/Dulsb) Pl L—M 22—23 Nr. 1—43 u. 2—84 PA 22 höhere Nummern PA 43: [724, 1289, 993, 1315]
street-entry: Alsterkamp (Harv) Pl MN 18, PA 13: [440, 1424, 621, 1438]
street-entry: Am Hirschpark (Nienst) Pl P 7, PA: [1334, 575, 1509, 589]
scan-border-left: [0, 0, 60, 2177]
street-entry: Allenkiner Straße (Wa) Pl L 23, PA Wa 1: [440, 1118, 646, 1131]
street-entry: Aalkrautweg (Sa) Pl C 25 PA Sa: [156, 854, 321, 868]
street-entry: Alsenstraße (Alt-Nord) Pl O 15, PA Alt 1: [440, 1240, 644, 1254]
street-entry: Alter Weg (Eimsb) Pl M 14, PA Stel: [724, 1338, 904, 1352]
street-entry: Akazienweg (Blk) Pl NO 6 PA Blk: [440, 824, 610, 837]
street-entry: Alsterredder (Sa/Po) Pl CD 25, ohne Nr. 47—51 PA Sa, PA Po: [440, 1497, 704, 1523]
street-entry: Alardusstraße (Eimsb) Pl N 16, PA 19: [440, 873, 634, 886]
street-entry: Am Jenfelder Bach (Jenf) Pl N 27 PA Wa: [1334, 771, 1544, 785]
